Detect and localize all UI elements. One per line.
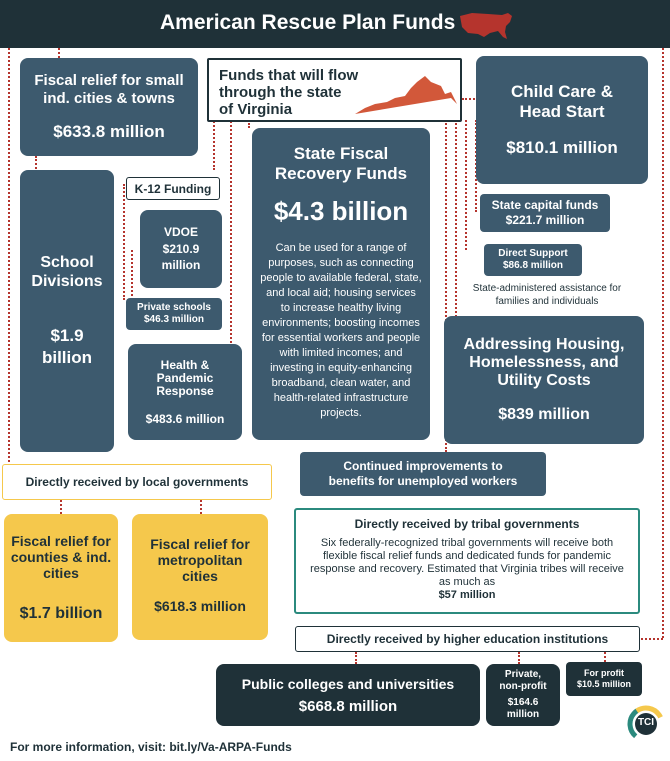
connector-line [604, 652, 606, 662]
public-colleges-label: Public colleges and universities [241, 675, 455, 692]
private-schools-label: Private schools [137, 302, 211, 313]
housing-amount: $839 million [498, 406, 590, 423]
page-title: American Rescue Plan Funds [160, 11, 456, 34]
tribal-amount: $57 million [438, 589, 496, 601]
school-divisions-label: School Divisions [31, 254, 103, 290]
connector-line [465, 120, 467, 250]
footer-link[interactable]: For more information, visit: bit.ly/Va-ARPA-Funds [10, 740, 292, 754]
private-nonprofit-box [486, 664, 560, 726]
connector-line [662, 48, 664, 638]
connector-line [60, 500, 62, 514]
direct-support-note: State-administered assistance for families and individuals [472, 283, 622, 307]
connector-line [8, 48, 10, 466]
k12-label: K-12 Funding [134, 181, 212, 196]
for-profit-box [566, 662, 642, 696]
direct-support-box [484, 244, 582, 276]
school-divisions-amount: $1.9 billion [41, 326, 93, 367]
vdoe-amount: $210.9 million [161, 242, 201, 272]
local-gov-label: Directly received by local governments [25, 475, 249, 489]
local-gov-box [2, 464, 272, 500]
connector-line [131, 250, 133, 300]
public-colleges-box [216, 664, 480, 726]
flow-label-box [207, 58, 462, 122]
state-fiscal-label: State Fiscal Recovery Funds [274, 144, 408, 183]
state-fiscal-amount: $4.3 billion [273, 196, 409, 226]
connector-line [230, 118, 232, 343]
connector-line [355, 652, 357, 664]
capital-label: State capital funds [491, 198, 599, 212]
unemployed-label: Continued improvements to benefits for unemployed workers [328, 459, 518, 488]
counties-box [4, 514, 118, 642]
tci-logo-icon [626, 704, 666, 744]
housing-box [444, 316, 644, 444]
child-care-label: Child Care & Head Start [510, 82, 614, 121]
metro-box [132, 514, 268, 640]
counties-label: Fiscal relief for counties & ind. cities [10, 533, 112, 581]
direct-support-amount: $86.8 million [502, 260, 564, 271]
health-label: Health & Pandemic Response [156, 357, 214, 398]
for-profit-amount: $10.5 million [576, 679, 632, 689]
higher-ed-box [295, 626, 640, 652]
virginia-map-icon [351, 74, 459, 118]
tci-logo-text: TCI [637, 717, 655, 728]
state-fiscal-box [252, 128, 430, 440]
metro-amount: $618.3 million [154, 598, 246, 614]
private-schools-amount: $46.3 million [143, 314, 205, 325]
health-box [128, 344, 242, 440]
state-fiscal-description: Can be used for a range of purposes, such as connecting people to available federal, state, and local aid; housing services to increase healthy living environments; boosting incomes for essential workers and people with limited incomes; and investing in equity-enhancing broadband, clean water, and health-related infrastructure projects. [260, 242, 422, 419]
small-cities-amount: $633.8 million [53, 122, 165, 141]
tribal-text: Six federally-recognized tribal governments will receive both flexible fiscal relief funds and dedicated funds for pandemic response and recovery. Estimated that Virginia tribes will receive as much as [310, 537, 624, 588]
connector-line [123, 184, 125, 300]
us-map-icon [458, 10, 514, 42]
flow-label-text: Funds that will flow through the state of Virginia [219, 67, 359, 118]
connector-line [58, 48, 60, 58]
metro-label: Fiscal relief for metropolitan cities [150, 536, 250, 584]
higher-ed-label: Directly received by higher education institutions [326, 632, 609, 646]
school-divisions-box [20, 170, 114, 452]
vdoe-box [140, 210, 222, 288]
private-nonprofit-amount: $164.6 million [506, 697, 540, 720]
vdoe-label: VDOE [163, 225, 198, 239]
small-cities-box [20, 58, 198, 156]
child-care-amount: $810.1 million [506, 138, 618, 157]
k12-label-box [126, 177, 220, 200]
child-care-box [476, 56, 648, 184]
public-colleges-amount: $668.8 million [298, 697, 398, 715]
housing-label: Addressing Housing, Homelessness, and Utility Costs [463, 336, 625, 389]
private-nonprofit-label: Private, non-profit [499, 669, 547, 692]
connector-line [518, 652, 520, 664]
direct-support-label: Direct Support [498, 248, 568, 259]
for-profit-label: For profit [584, 668, 624, 678]
private-schools-box [126, 298, 222, 330]
capital-amount: $221.7 million [505, 213, 585, 227]
tribal-title: Directly received by tribal governments [354, 517, 580, 531]
counties-amount: $1.7 billion [19, 605, 103, 622]
small-cities-label: Fiscal relief for small ind. cities & towns [34, 72, 184, 107]
connector-line [200, 500, 202, 514]
connector-line [455, 120, 457, 320]
health-amount: $483.6 million [145, 411, 225, 426]
tribal-box [294, 508, 640, 614]
capital-box [480, 194, 610, 232]
unemployed-box [300, 452, 546, 496]
